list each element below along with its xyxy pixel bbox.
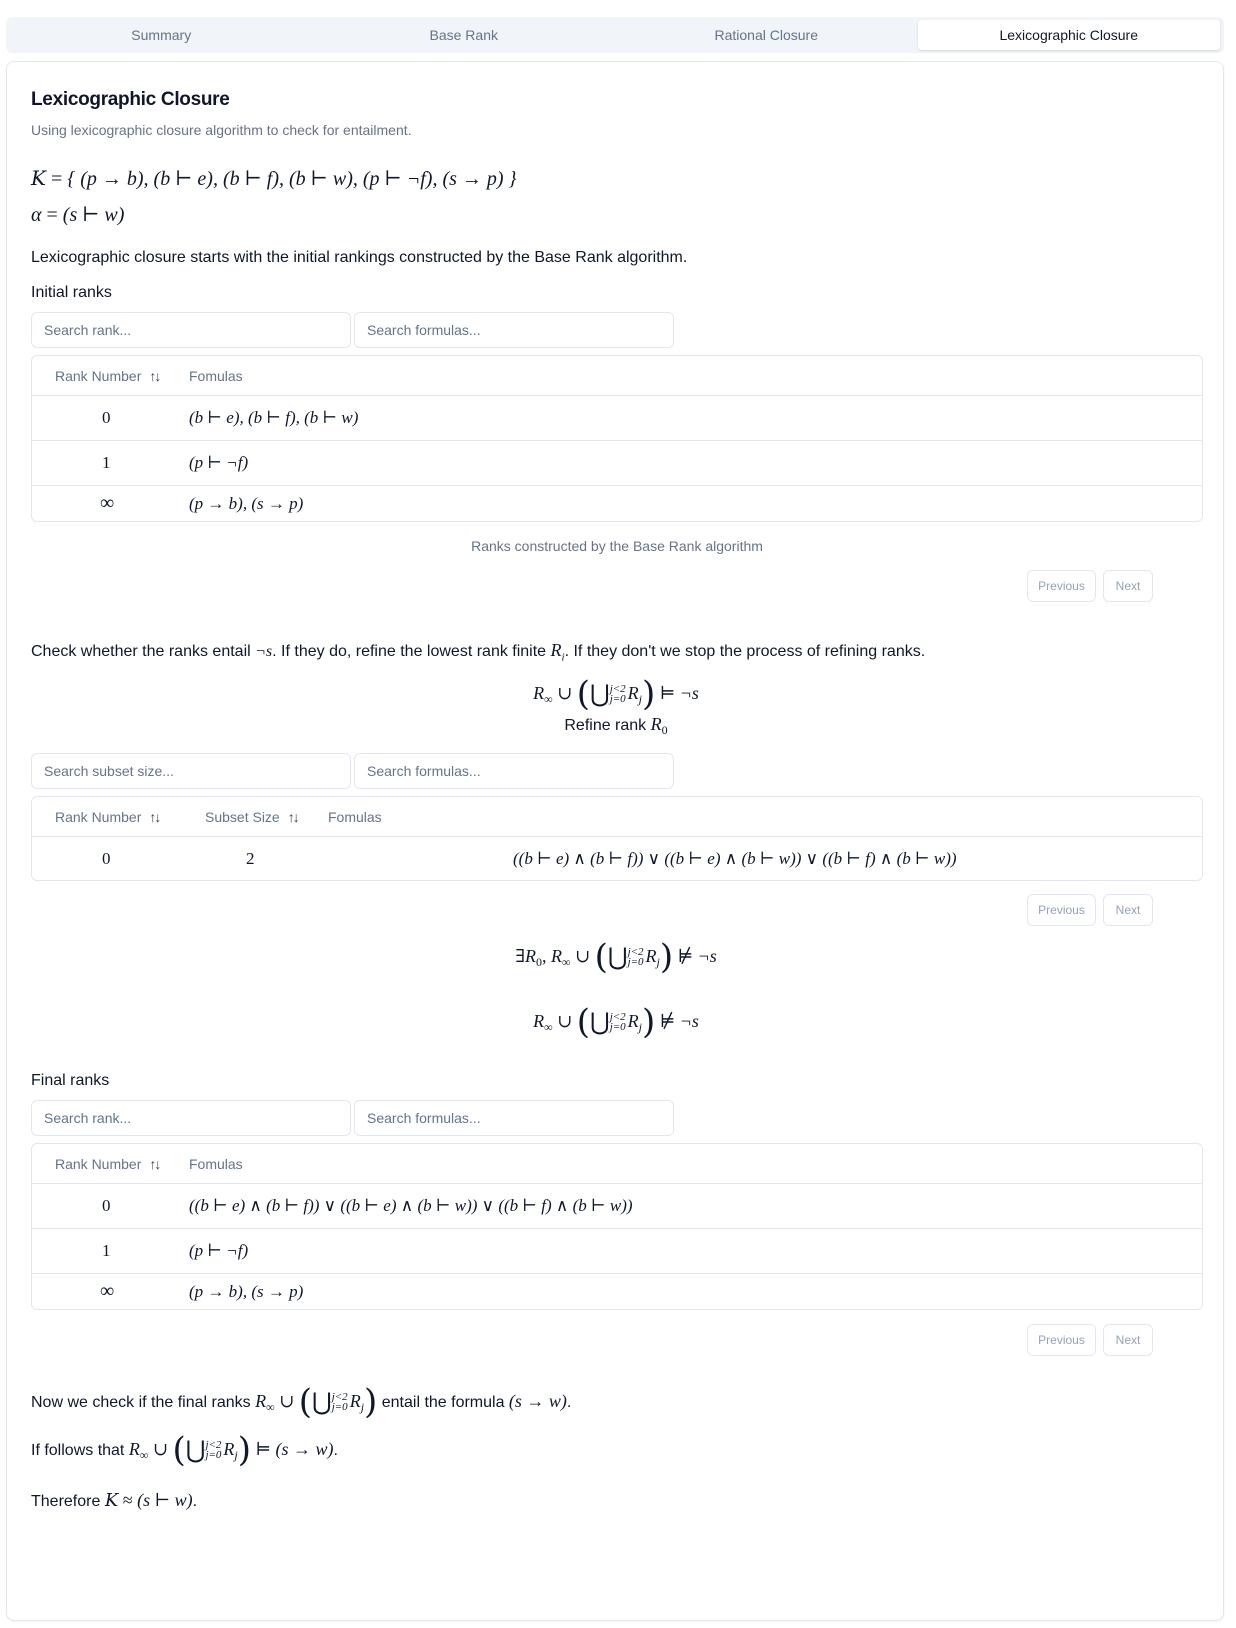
card-description: Using lexicographic closure algorithm to check for entailment. xyxy=(31,122,412,138)
rank-cell: 0 xyxy=(102,848,111,868)
table-row xyxy=(32,1274,1202,1309)
search-formulas-input[interactable] xyxy=(354,1100,674,1136)
kb-symbol: K xyxy=(31,166,46,190)
search-rank-input[interactable] xyxy=(31,312,351,348)
final-ranks-table xyxy=(31,1143,1203,1310)
rank-number-header-label: Rank Number xyxy=(55,1155,142,1172)
table-header xyxy=(32,356,1202,396)
subset-size-cell: 2 xyxy=(246,848,255,868)
exists-not-entail-formula: $\exists R_0$, $R_\infty$ ∪ (⋃ j<2 j=0 $R_j$) ⊭ ¬s xyxy=(515,937,717,977)
sort-icon[interactable]: ↑↓ xyxy=(287,808,298,825)
knowledge-base: K = { (p → b), (b ⊢ e), (b ⊢ f), (b ⊢ w), (p ⊢ ¬f), (s → p) } xyxy=(31,166,517,190)
formulas-cell: (p ⊢ ¬f) xyxy=(189,453,249,472)
table-caption: Ranks constructed by the Base Rank algorithm xyxy=(471,538,763,554)
rank-cell: 0 xyxy=(102,1196,111,1215)
alpha-formula: (s ⊢ w) xyxy=(62,204,125,226)
tab-bar xyxy=(6,17,1224,53)
next-button[interactable]: Next xyxy=(1103,1324,1153,1356)
lexicographic-closure-card xyxy=(6,61,1224,1621)
formulas-cell: (b ⊢ e), (b ⊢ f), (b ⊢ w) xyxy=(189,408,359,427)
search-formulas-input[interactable] xyxy=(354,312,674,348)
formulas-cell: (p → b), (s → p) xyxy=(189,1281,304,1301)
check-text-part: Check whether the ranks entail xyxy=(31,643,256,660)
rank-cell: 0 xyxy=(102,408,111,427)
tab-rational-closure[interactable]: Rational Closure xyxy=(714,27,818,43)
rank-number-header[interactable] xyxy=(55,368,159,384)
previous-button[interactable]: Previous xyxy=(1027,1324,1096,1356)
next-button[interactable]: Next xyxy=(1103,894,1153,926)
check-text-part: . If they do, refine the lowest rank finite xyxy=(272,643,551,660)
ri-symbol: $R_i$ xyxy=(550,640,565,664)
entailment-formula: $R_\infty$ ∪ (⋃ j<2 j=0 $R_j$) ⊨ ¬s xyxy=(533,674,699,714)
table-row xyxy=(32,1184,1202,1229)
alpha-symbol: α xyxy=(31,204,42,226)
check-text-part: . If they don't we stop the process of refining ranks. xyxy=(564,643,926,660)
table-header xyxy=(32,1144,1202,1184)
formulas-cell: (p ⊢ ¬f) xyxy=(189,1241,249,1260)
table-row xyxy=(32,837,1202,880)
formulas-cell: ((b ⊢ e) ∧ (b ⊢ f)) ∨ ((b ⊢ e) ∧ (b ⊢ w)) ∨ ((b ⊢ f) ∧ (b ⊢ w)) xyxy=(513,848,957,868)
sort-icon[interactable]: ↑↓ xyxy=(149,1155,160,1172)
rank-cell: 1 xyxy=(102,453,111,472)
tab-summary[interactable]: Summary xyxy=(131,27,192,43)
formulas-header: Fomulas xyxy=(328,808,382,825)
neg-s: ¬s xyxy=(255,643,273,660)
rank-number-header[interactable] xyxy=(55,809,159,825)
kb-formulas: { (p → b), (b ⊢ e), (b ⊢ f), (b ⊢ w), (p ⊢ ¬f), (s → p) } xyxy=(67,168,517,190)
table-row xyxy=(32,441,1202,486)
check-text xyxy=(31,640,925,664)
sort-icon[interactable]: ↑↓ xyxy=(149,367,160,384)
formulas-cell: ((b ⊢ e) ∧ (b ⊢ f)) ∨ ((b ⊢ e) ∧ (b ⊢ w)) ∨ ((b ⊢ f) ∧ (b ⊢ w)) xyxy=(189,1196,633,1215)
table-row xyxy=(32,396,1202,441)
final-check-text: Now we check if the final ranks $R_\infty$ ∪ (⋃ j<2 j=0 $R_j$) entail the formula (s → w). xyxy=(31,1382,572,1422)
tab-base-rank[interactable]: Base Rank xyxy=(429,27,498,43)
card-title: Lexicographic Closure xyxy=(31,89,230,110)
initial-ranks-table xyxy=(31,355,1203,522)
subset-size-header[interactable] xyxy=(205,809,298,825)
rank-cell: ∞ xyxy=(100,1280,115,1302)
table-row xyxy=(32,486,1202,521)
follows-text: If follows that $R_\infty$ ∪ (⋃ j<2 j=0 $R_j$) ⊨ (s → w). xyxy=(31,1430,338,1470)
rank-cell: ∞ xyxy=(100,492,115,514)
table-header xyxy=(32,797,1202,837)
query-formula: α = (s ⊢ w) xyxy=(31,204,125,226)
formulas-header: Fomulas xyxy=(189,1155,243,1172)
tab-lexicographic-closure[interactable]: Lexicographic Closure xyxy=(918,20,1221,50)
rank-cell: 1 xyxy=(102,1241,111,1260)
search-subset-size-input[interactable] xyxy=(31,753,351,789)
formulas-cell: (p → b), (s → p) xyxy=(189,493,304,513)
table-row xyxy=(32,1229,1202,1274)
rank-number-header-label: Rank Number xyxy=(55,808,142,825)
initial-ranks-label: Initial ranks xyxy=(31,284,112,301)
sort-icon[interactable]: ↑↓ xyxy=(149,808,160,825)
refine-rank-label: Refine rank $R_0$ xyxy=(564,714,668,738)
rank-number-header-label: Rank Number xyxy=(55,367,142,384)
subset-size-header-label: Subset Size xyxy=(205,808,280,825)
intro-text: Lexicographic closure starts with the initial rankings constructed by the Base Rank algorithm. xyxy=(31,249,688,266)
subset-table xyxy=(31,796,1203,881)
rank-number-header[interactable] xyxy=(55,1156,159,1172)
search-rank-input[interactable] xyxy=(31,1100,351,1136)
formulas-header: Fomulas xyxy=(189,367,243,384)
search-formulas-input[interactable] xyxy=(354,753,674,789)
therefore-text: Therefore K ≈ (s ⊢ w). xyxy=(31,1490,198,1511)
previous-button[interactable]: Previous xyxy=(1027,570,1096,602)
next-button[interactable]: Next xyxy=(1103,570,1153,602)
final-ranks-label: Final ranks xyxy=(31,1072,110,1089)
previous-button[interactable]: Previous xyxy=(1027,894,1096,926)
not-entail-formula: $R_\infty$ ∪ (⋃ j<2 j=0 $R_j$) ⊭ ¬s xyxy=(533,1002,699,1042)
